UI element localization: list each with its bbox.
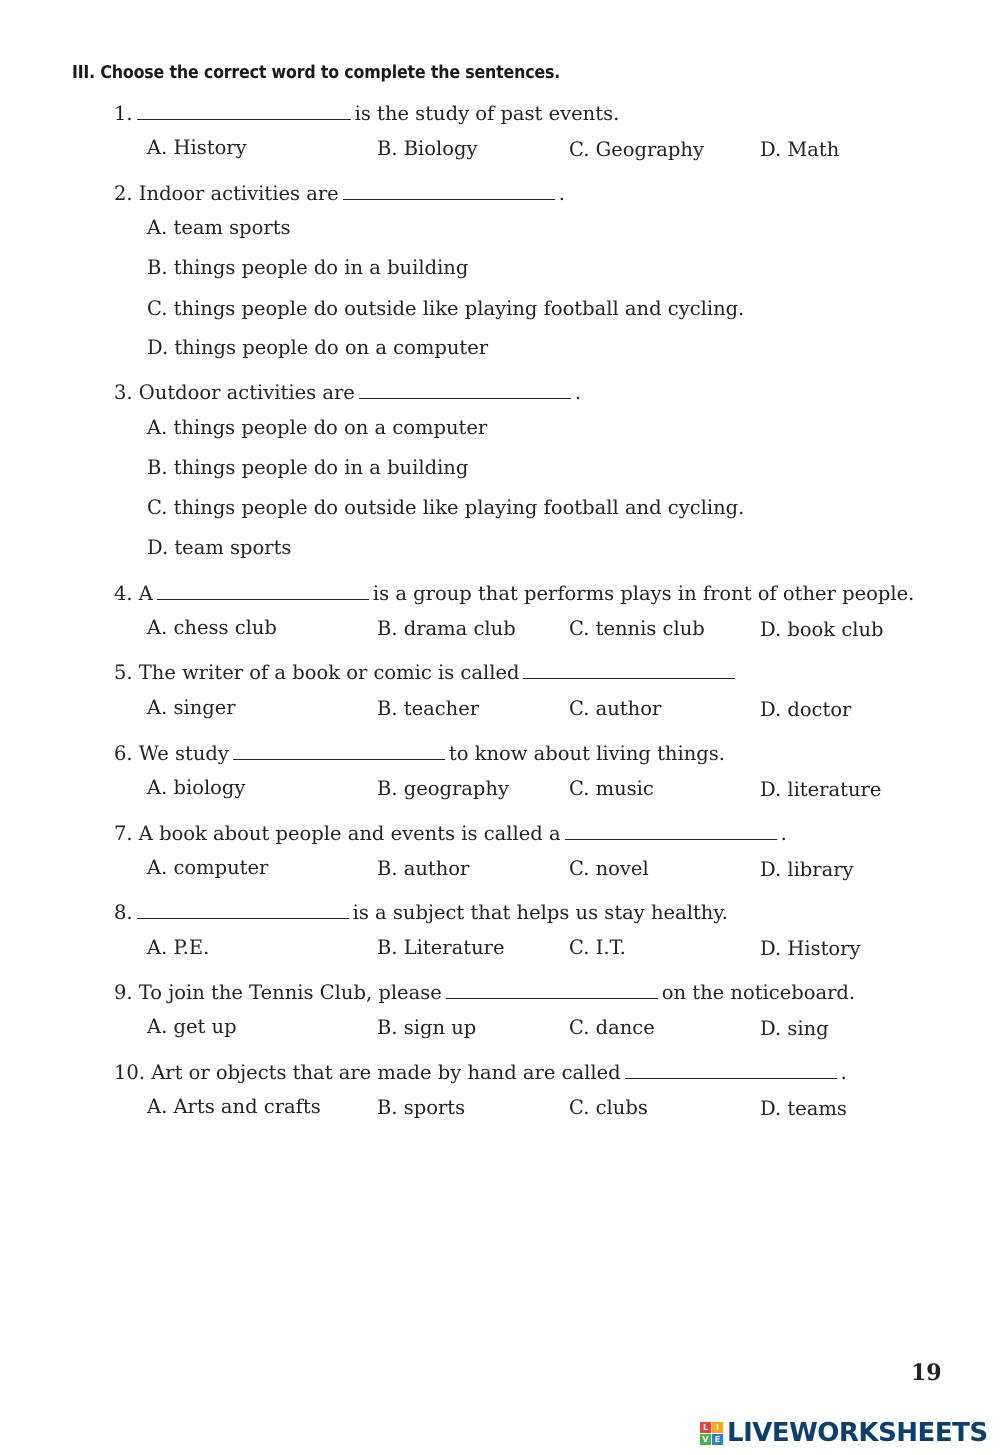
option-d[interactable]: D. teams — [760, 1097, 847, 1120]
question-5 — [114, 660, 739, 686]
answer-blank[interactable] — [523, 660, 735, 679]
option-b[interactable]: B. teacher — [377, 697, 480, 720]
question-text-end: . — [840, 1061, 847, 1084]
option-c[interactable]: C. things people do outside like playing football and cycling. — [147, 297, 745, 320]
option-a[interactable]: A. chess club — [147, 616, 277, 639]
question-text: 3. Outdoor activities are — [114, 381, 355, 404]
option-a[interactable]: A. Arts and crafts — [147, 1095, 321, 1118]
option-c[interactable]: C. dance — [569, 1016, 655, 1039]
answer-blank[interactable] — [157, 581, 369, 600]
question-text-end: . — [558, 182, 565, 205]
question-text-end: is a subject that helps us stay healthy. — [352, 901, 728, 924]
question-text: 2. Indoor activities are — [114, 182, 339, 205]
question-text-end: is the study of past events. — [354, 102, 620, 125]
answer-blank[interactable] — [343, 181, 555, 200]
option-d[interactable]: D. things people do on a computer — [147, 336, 489, 359]
question-text: 4. A — [114, 582, 153, 605]
question-text: 9. To join the Tennis Club, please — [114, 981, 442, 1004]
question-3 — [114, 380, 581, 406]
option-c[interactable]: C. music — [569, 777, 654, 800]
option-b[interactable]: B. Biology — [377, 137, 478, 160]
option-a[interactable]: A. things people do on a computer — [147, 416, 488, 439]
option-c[interactable]: C. I.T. — [569, 936, 626, 959]
option-b[interactable]: B. drama club — [377, 617, 516, 640]
answer-blank[interactable] — [137, 101, 351, 120]
question-6 — [114, 741, 725, 767]
option-b[interactable]: B. sports — [377, 1096, 466, 1119]
question-text-end: . — [780, 822, 787, 845]
option-a[interactable]: A. computer — [147, 856, 269, 879]
question-text: 6. We study — [114, 742, 229, 765]
question-1 — [114, 101, 619, 127]
question-2 — [114, 181, 565, 207]
question-text: 7. A book about people and events is called a — [114, 822, 561, 845]
option-b[interactable]: B. things people do in a building — [147, 256, 469, 279]
option-c[interactable]: C. things people do outside like playing football and cycling. — [147, 496, 745, 519]
answer-blank[interactable] — [565, 821, 777, 840]
section-heading: III. Choose the correct word to complete the sentences. — [72, 62, 561, 83]
option-d[interactable]: D. literature — [760, 778, 882, 801]
question-text-end: to know about living things. — [448, 742, 725, 765]
question-8 — [114, 900, 728, 926]
option-a[interactable]: A. team sports — [147, 216, 291, 239]
option-d[interactable]: D. doctor — [760, 698, 852, 721]
logo-text: LIVEWORKSHEETS — [727, 1418, 988, 1448]
question-4 — [114, 581, 914, 607]
question-10 — [114, 1060, 847, 1086]
logo-letter: I — [712, 1422, 723, 1433]
question-text: 5. The writer of a book or comic is called — [114, 661, 520, 684]
option-c[interactable]: C. author — [569, 697, 662, 720]
page-number: 19 — [911, 1360, 942, 1386]
question-text: 1. — [114, 102, 133, 125]
question-7 — [114, 821, 787, 847]
answer-blank[interactable] — [359, 380, 571, 399]
logo-letter: V — [700, 1434, 711, 1445]
answer-blank[interactable] — [446, 980, 658, 999]
option-c[interactable]: C. clubs — [569, 1096, 648, 1119]
logo-letter: L — [700, 1422, 711, 1433]
answer-blank[interactable] — [137, 900, 349, 919]
option-a[interactable]: A. get up — [147, 1015, 237, 1038]
question-text-end: on the noticeboard. — [661, 981, 856, 1004]
option-d[interactable]: D. sing — [760, 1017, 829, 1040]
option-c[interactable]: C. novel — [569, 857, 649, 880]
option-a[interactable]: A. History — [147, 136, 247, 159]
option-b[interactable]: B. author — [377, 857, 470, 880]
logo-mark-icon — [700, 1422, 723, 1445]
option-b[interactable]: B. geography — [377, 777, 509, 800]
option-d[interactable]: D. Math — [760, 138, 840, 161]
option-a[interactable]: A. P.E. — [147, 936, 210, 959]
option-b[interactable]: B. things people do in a building — [147, 456, 469, 479]
question-text: 10. Art or objects that are made by hand are called — [114, 1061, 621, 1084]
option-d[interactable]: D. library — [760, 858, 854, 881]
option-d[interactable]: D. team sports — [147, 536, 292, 559]
logo-letter: E — [712, 1434, 723, 1445]
question-text: 8. — [114, 901, 133, 924]
option-c[interactable]: C. tennis club — [569, 617, 705, 640]
answer-blank[interactable] — [625, 1060, 837, 1079]
answer-blank[interactable] — [233, 741, 445, 760]
option-c[interactable]: C. Geography — [569, 138, 704, 161]
option-d[interactable]: D. book club — [760, 618, 884, 641]
question-text-end: . — [574, 381, 582, 404]
option-a[interactable]: A. biology — [147, 776, 246, 799]
option-a[interactable]: A. singer — [147, 696, 236, 719]
liveworksheets-logo — [700, 1418, 988, 1448]
question-9 — [114, 980, 855, 1006]
option-d[interactable]: D. History — [760, 937, 861, 960]
option-b[interactable]: B. sign up — [377, 1016, 477, 1039]
question-text-end: is a group that performs plays in front of other people. — [372, 582, 915, 605]
option-b[interactable]: B. Literature — [377, 936, 505, 959]
